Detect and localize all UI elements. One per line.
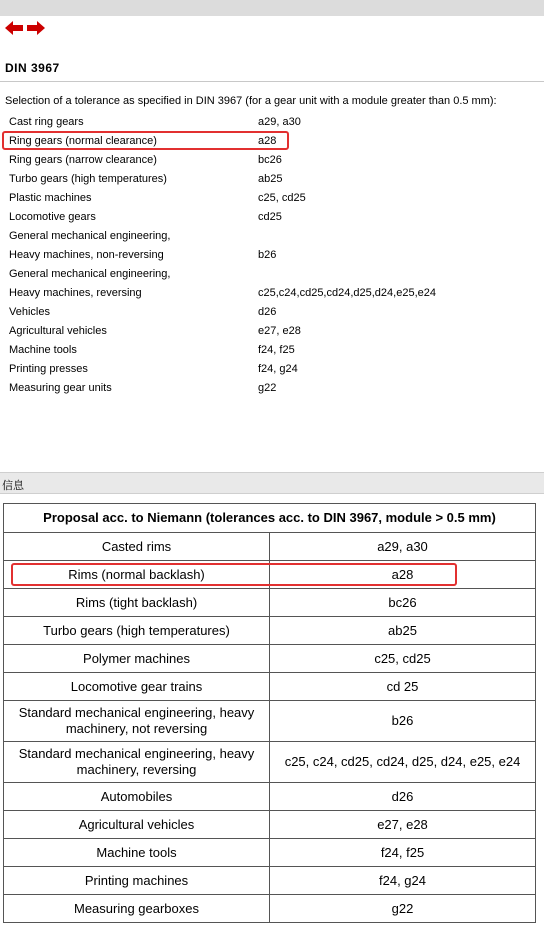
list-item: Ring gears (narrow clearance) bc26	[9, 154, 282, 166]
table-row	[4, 701, 536, 742]
list-item: Plastic machines c25, cd25	[9, 192, 306, 204]
list-item: Locomotive gears cd25	[9, 211, 282, 223]
highlight-box-lower	[11, 563, 457, 586]
row-value: b26	[270, 701, 536, 742]
table-row	[4, 645, 536, 673]
row-label: Automobiles	[4, 783, 270, 811]
row-value: bc26	[270, 589, 536, 617]
row-value: cd 25	[270, 673, 536, 701]
forward-arrow-icon[interactable]	[25, 21, 45, 35]
info-panel-label: 信息	[2, 480, 24, 492]
table-row	[4, 589, 536, 617]
table-row	[4, 867, 536, 895]
back-arrow-icon[interactable]	[5, 21, 25, 35]
row-value: ab25	[270, 617, 536, 645]
list-item: Agricultural vehicles e27, e28	[9, 325, 301, 337]
table-row	[4, 617, 536, 645]
title-divider	[0, 81, 544, 82]
row-value: a28	[270, 561, 536, 589]
row-label: Rims (tight backlash)	[4, 589, 270, 617]
list-item: Vehicles d26	[9, 306, 277, 318]
list-item: Ring gears (normal clearance) a28	[9, 135, 277, 147]
list-item: Measuring gear units g22	[9, 382, 277, 394]
intro-text: Selection of a tolerance as specified in DIN 3967 (for a gear unit with a module greater than 0.5 mm):	[5, 95, 497, 107]
row-value: f24, f25	[270, 839, 536, 867]
highlight-box-upper	[2, 131, 289, 150]
table-row	[4, 895, 536, 923]
row-label: Measuring gearboxes	[4, 895, 270, 923]
nav-arrows	[5, 20, 45, 36]
table-row	[4, 673, 536, 701]
table-header: Proposal acc. to Niemann (tolerances acc. to DIN 3967, module > 0.5 mm)	[4, 504, 536, 533]
row-value: f24, g24	[270, 867, 536, 895]
row-value: g22	[270, 895, 536, 923]
row-label: Machine tools	[4, 839, 270, 867]
row-label: Rims (normal backlash)	[4, 561, 270, 589]
table-row	[4, 783, 536, 811]
row-value: e27, e28	[270, 811, 536, 839]
top-toolbar	[0, 0, 544, 16]
list-item: Heavy machines, reversing c25,c24,cd25,cd24,d25,d24,e25,e24	[9, 287, 436, 299]
row-label: Casted rims	[4, 533, 270, 561]
row-value: c25, cd25	[270, 645, 536, 673]
list-item: Heavy machines, non-reversing b26	[9, 249, 277, 261]
table-row	[4, 533, 536, 561]
row-label: Printing machines	[4, 867, 270, 895]
tolerance-list	[0, 112, 544, 397]
list-item: Machine tools f24, f25	[9, 344, 295, 356]
row-label: Standard mechanical engineering, heavy machinery, reversing	[4, 742, 270, 783]
row-value: d26	[270, 783, 536, 811]
row-label: Agricultural vehicles	[4, 811, 270, 839]
list-item: Turbo gears (high temperatures) ab25	[9, 173, 283, 185]
row-value: c25, c24, cd25, cd24, d25, d24, e25, e24	[270, 742, 536, 783]
table-row	[4, 742, 536, 783]
list-item: Printing presses f24, g24	[9, 363, 298, 375]
table-header-row	[4, 504, 536, 533]
row-label: Locomotive gear trains	[4, 673, 270, 701]
info-panel-header	[0, 472, 544, 494]
row-label: Standard mechanical engineering, heavy machinery, not reversing	[4, 701, 270, 742]
row-label: Turbo gears (high temperatures)	[4, 617, 270, 645]
table-row	[4, 839, 536, 867]
list-item: General mechanical engineering,	[9, 230, 171, 242]
list-item: General mechanical engineering,	[9, 268, 171, 280]
document-title: DIN 3967	[5, 61, 60, 75]
row-label: Polymer machines	[4, 645, 270, 673]
list-item: Cast ring gears a29, a30	[9, 116, 301, 128]
row-value: a29, a30	[270, 533, 536, 561]
table-row	[4, 811, 536, 839]
